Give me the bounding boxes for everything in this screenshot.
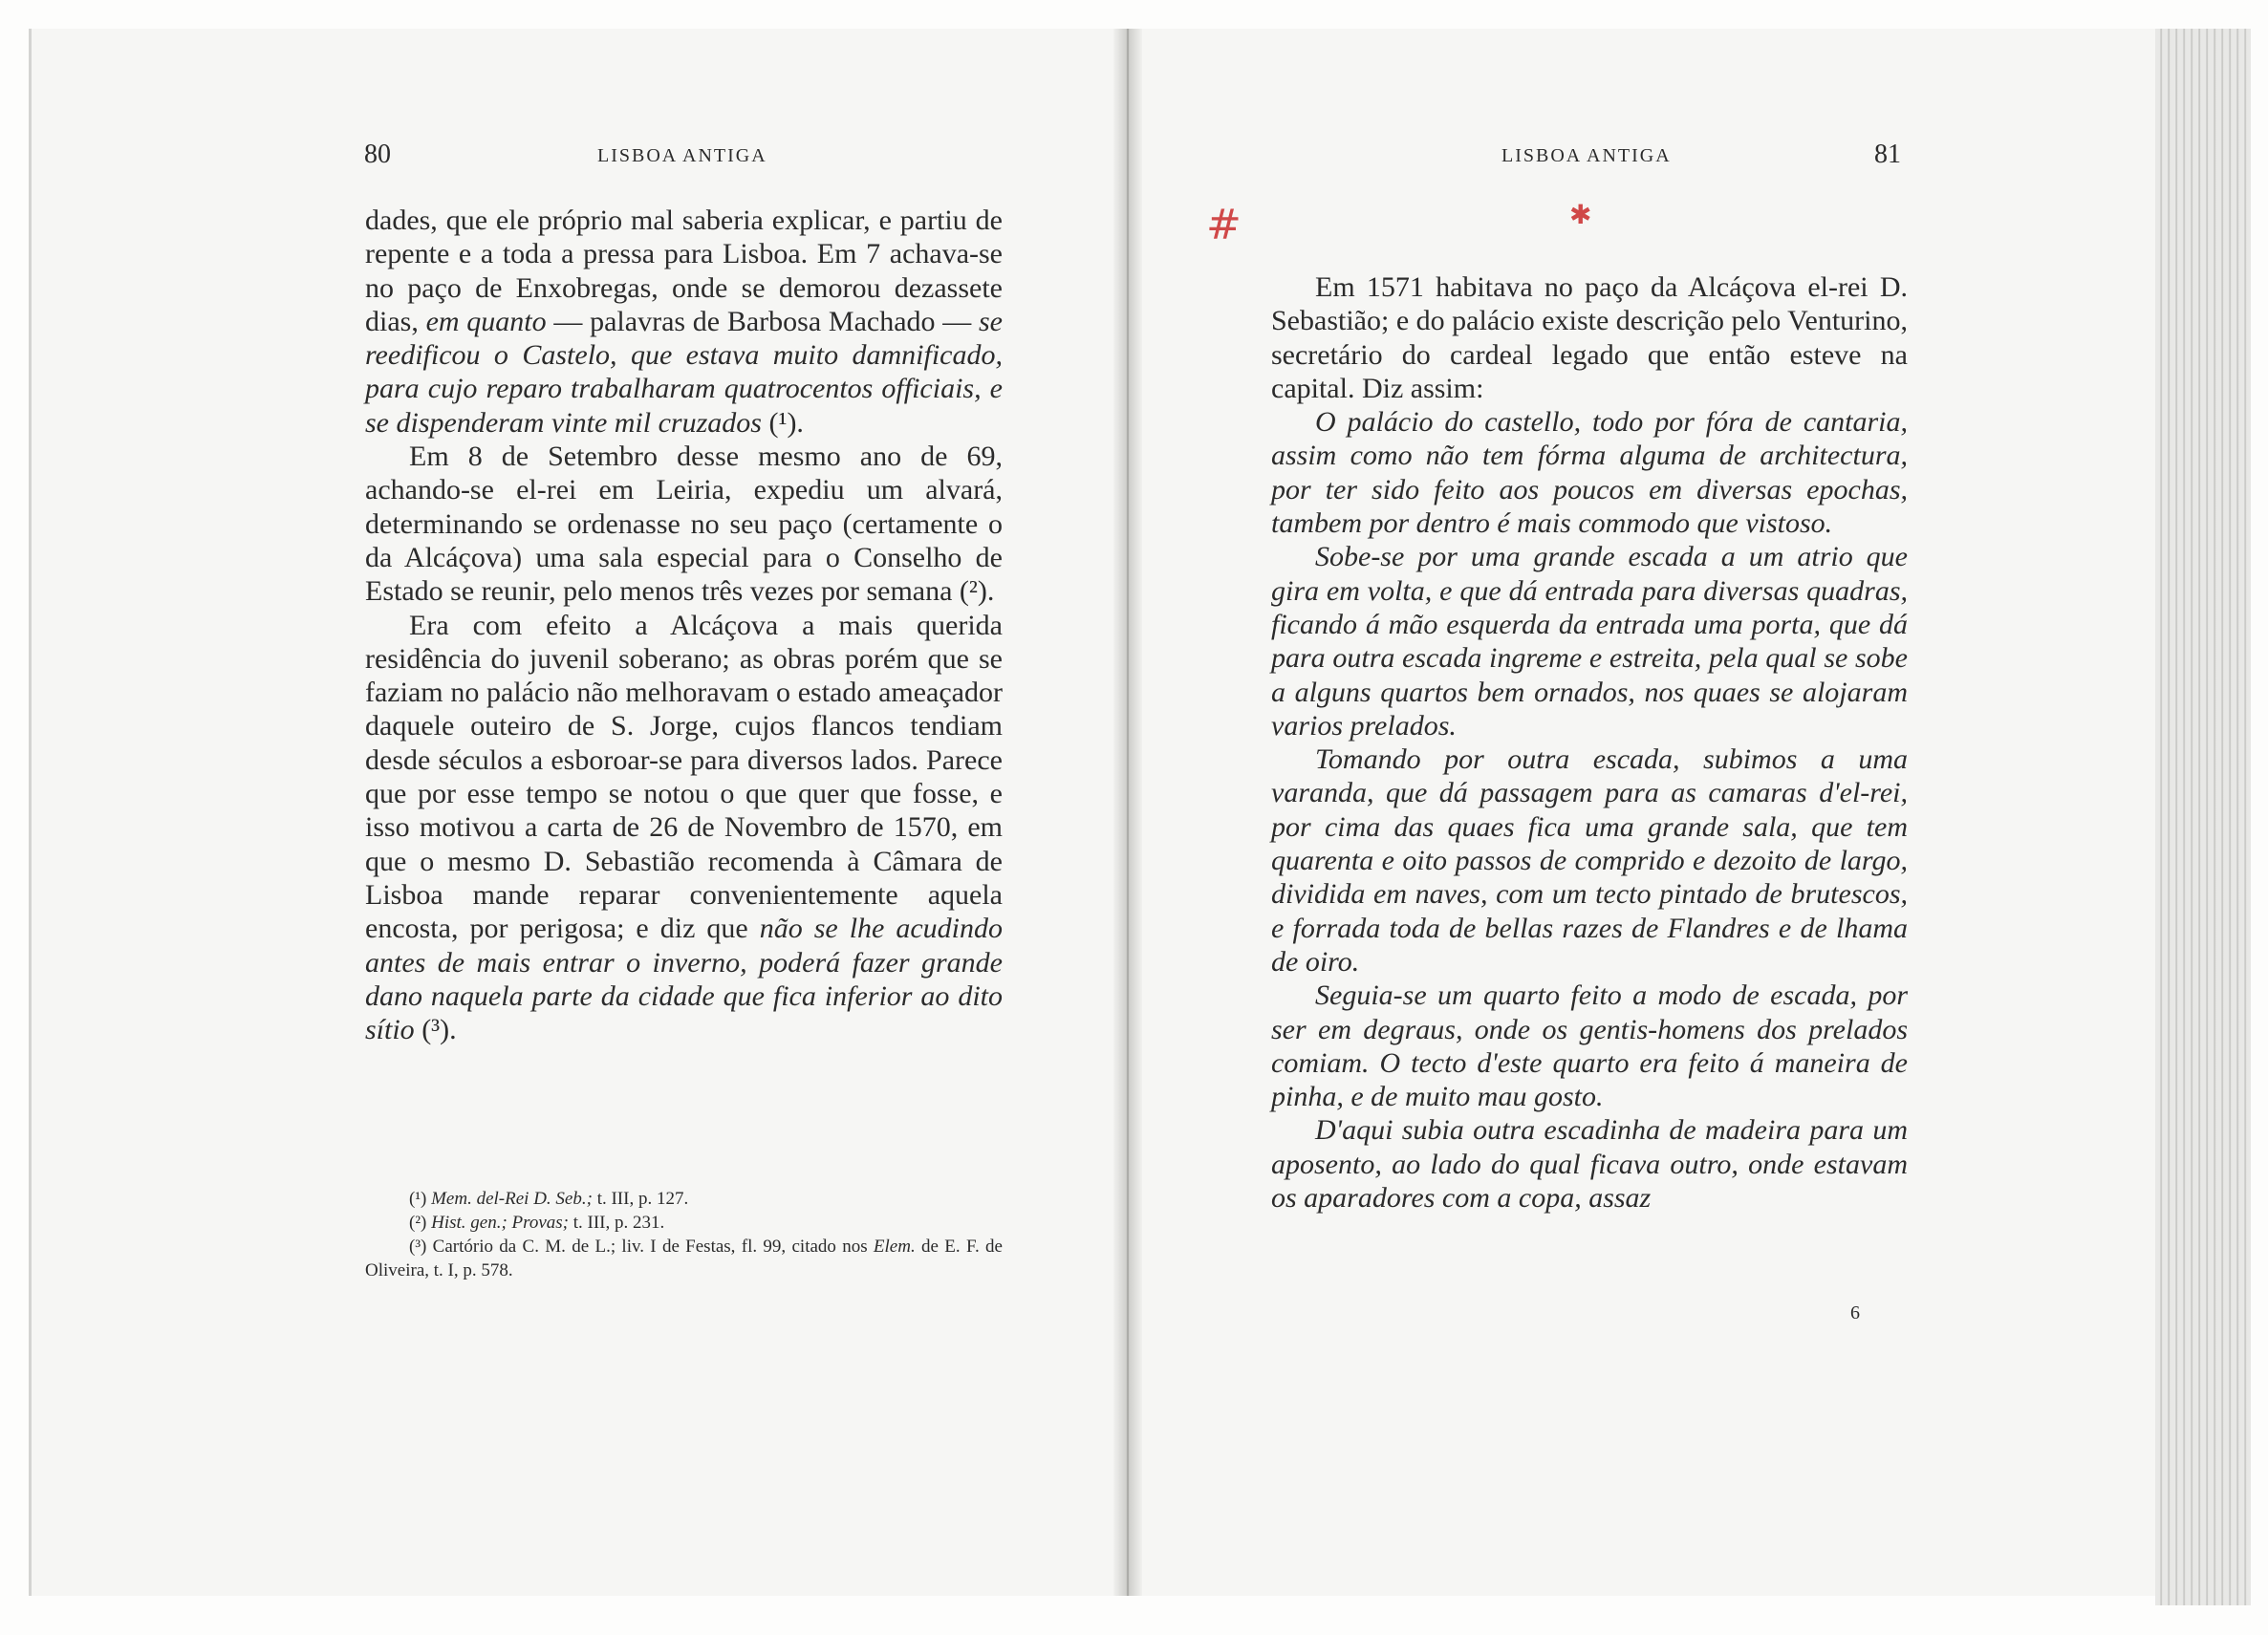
footnote-1	[365, 1187, 1003, 1211]
right-paragraph-1: Em 1571 habitava no paço da Alcáçova el-rei D. Sebastião; e do palácio existe descrição pelo Venturino, secretário do cardeal legado que então esteve na capital. Diz assim:	[1271, 271, 1908, 404]
left-running-head: LISBOA ANTIGA	[597, 145, 767, 166]
handwritten-small-mark: ✱	[1569, 199, 1592, 230]
left-footnotes	[365, 1187, 1003, 1282]
left-p1-run-3: se reedificou o Castelo, que estava muito damnificado, para cujo reparo trabalharam quatrocentos officiais, e se dispenderam vinte mil cruzados	[365, 305, 1003, 439]
footnote-3-run-1: Elem.	[873, 1237, 916, 1257]
left-paragraph-2: Em 8 de Setembro desse mesmo ano de 69, achando-se el-rei em Leiria, expediu um alvará, determinando se ordenasse no seu paço (certamente o da Alcáçova) uma sala especial para o Conselho de Estado se reunir, pelo menos três vezes por semana (²).	[365, 441, 1003, 608]
quote-text: Tomando por outra escada, subimos a uma varanda, que dá passagem para as camaras d'el-rei, por cima das quaes fica uma grande sala, que tem quarenta e oito passos de comprido e dezoito de largo, dividida em naves, com um tecto pintado de brutescos, e forrada toda de bellas razes de Flandres e de lhama de oiro.	[1271, 743, 1908, 978]
quote-paragraph-3	[1271, 742, 1908, 979]
footnote-2-run-0: (²)	[409, 1213, 432, 1233]
signature-number: 6	[1850, 1302, 1860, 1323]
handwritten-hash-mark: #	[1206, 201, 1242, 249]
right-running-head: LISBOA ANTIGA	[1501, 145, 1672, 166]
quote-text: Sobe-se por uma grande escada a um atrio que gira em volta, e que dá entrada para diversas quadras, ficando á mão esquerda da entrada uma porta, que dá para outra escada ingreme e estreita, pela qual se sobe a alguns quartos bem ornados, nos quaes se alojaram varios prelados.	[1271, 541, 1908, 742]
quote-text: Seguia-se um quarto feito a modo de escada, por ser em degraus, onde os gentis-homens dos prelados comiam. O tecto d'este quarto era feito á maneira de pinha, e de muito mau gosto.	[1271, 979, 1908, 1113]
footnote-2-run-2: t. III, p. 231.	[569, 1213, 665, 1233]
quote-text: D'aqui subia outra escadinha de madeira para um aposento, ao lado do qual ficava outro, onde estavam os aparadores com a copa, assaz	[1271, 1114, 1908, 1215]
quote-paragraph-1	[1271, 405, 1908, 540]
footnote-3-run-0: (³) Cartório da C. M. de L.; liv. I de Festas, fl. 99, citado nos	[409, 1237, 874, 1257]
footnote-2	[365, 1211, 1003, 1235]
left-p1-run-4: (¹).	[761, 406, 804, 439]
left-paragraph-3	[365, 609, 1003, 1047]
footnote-1-run-1: Mem. del-Rei D. Seb.;	[431, 1189, 593, 1209]
left-p1-run-1: em quanto	[425, 305, 547, 337]
left-body-text	[365, 204, 1003, 1046]
footnote-2-run-1: Hist. gen.; Provas;	[431, 1213, 569, 1233]
footnote-3-run-2: de E. F. de Oliveira, t. I, p. 578.	[365, 1237, 1003, 1280]
quote-paragraph-2	[1271, 540, 1908, 742]
left-p1-run-2: — palavras de Barbosa Machado —	[546, 305, 979, 337]
left-p1-run-0: dades, que ele próprio mal saberia explicar, e partiu de repente e a toda a pressa para Lisboa. Em 7 achava-se no paço de Enxobregas, onde se demorou dezassete dias,	[365, 204, 1003, 337]
left-p3-run-1: não se lhe acudindo antes de mais entrar o inverno, poderá fazer grande dano naquela parte da cidade que fica inferior ao dito sítio	[365, 913, 1003, 1046]
footnote-1-run-2: t. III, p. 127.	[592, 1189, 689, 1209]
right-body-text	[1271, 270, 1908, 1215]
footnote-1-run-0: (¹)	[409, 1189, 432, 1209]
left-page-number: 80	[364, 140, 391, 169]
quote-text: O palácio do castello, todo por fóra de cantaria, assim como não tem fórma alguma de architectura, por ter sido feito aos poucos em diversas epochas, tambem por dentro é mais commodo que vistoso.	[1271, 406, 1908, 540]
book-gutter	[1113, 29, 1142, 1596]
right-page-number: 81	[1874, 140, 1901, 169]
quoted-description	[1271, 405, 1908, 1215]
footnote-3	[365, 1235, 1003, 1282]
left-p3-run-2: (³).	[414, 1014, 457, 1046]
left-p3-run-0: Era com efeito a Alcáçova a mais querida residência do juvenil soberano; as obras porém que se faziam no palácio não melhoravam o estado ameaçador daquele outeiro de S. Jorge, cujos flancos tendiam desde séculos a esboroar-se para diversos lados. Parece que por esse tempo se notou o que quer que fosse, e isso motivou a carta de 26 de Novembro de 1570, em que o mesmo D. Sebastião recomenda à Câmara de Lisboa mande reparar convenientemente aquela encosta, por perigosa; e diz que	[365, 609, 1003, 945]
left-paragraph-1	[365, 204, 1003, 440]
quote-paragraph-4	[1271, 979, 1908, 1113]
quote-paragraph-5	[1271, 1113, 1908, 1215]
right-page-edges	[2155, 29, 2251, 1605]
